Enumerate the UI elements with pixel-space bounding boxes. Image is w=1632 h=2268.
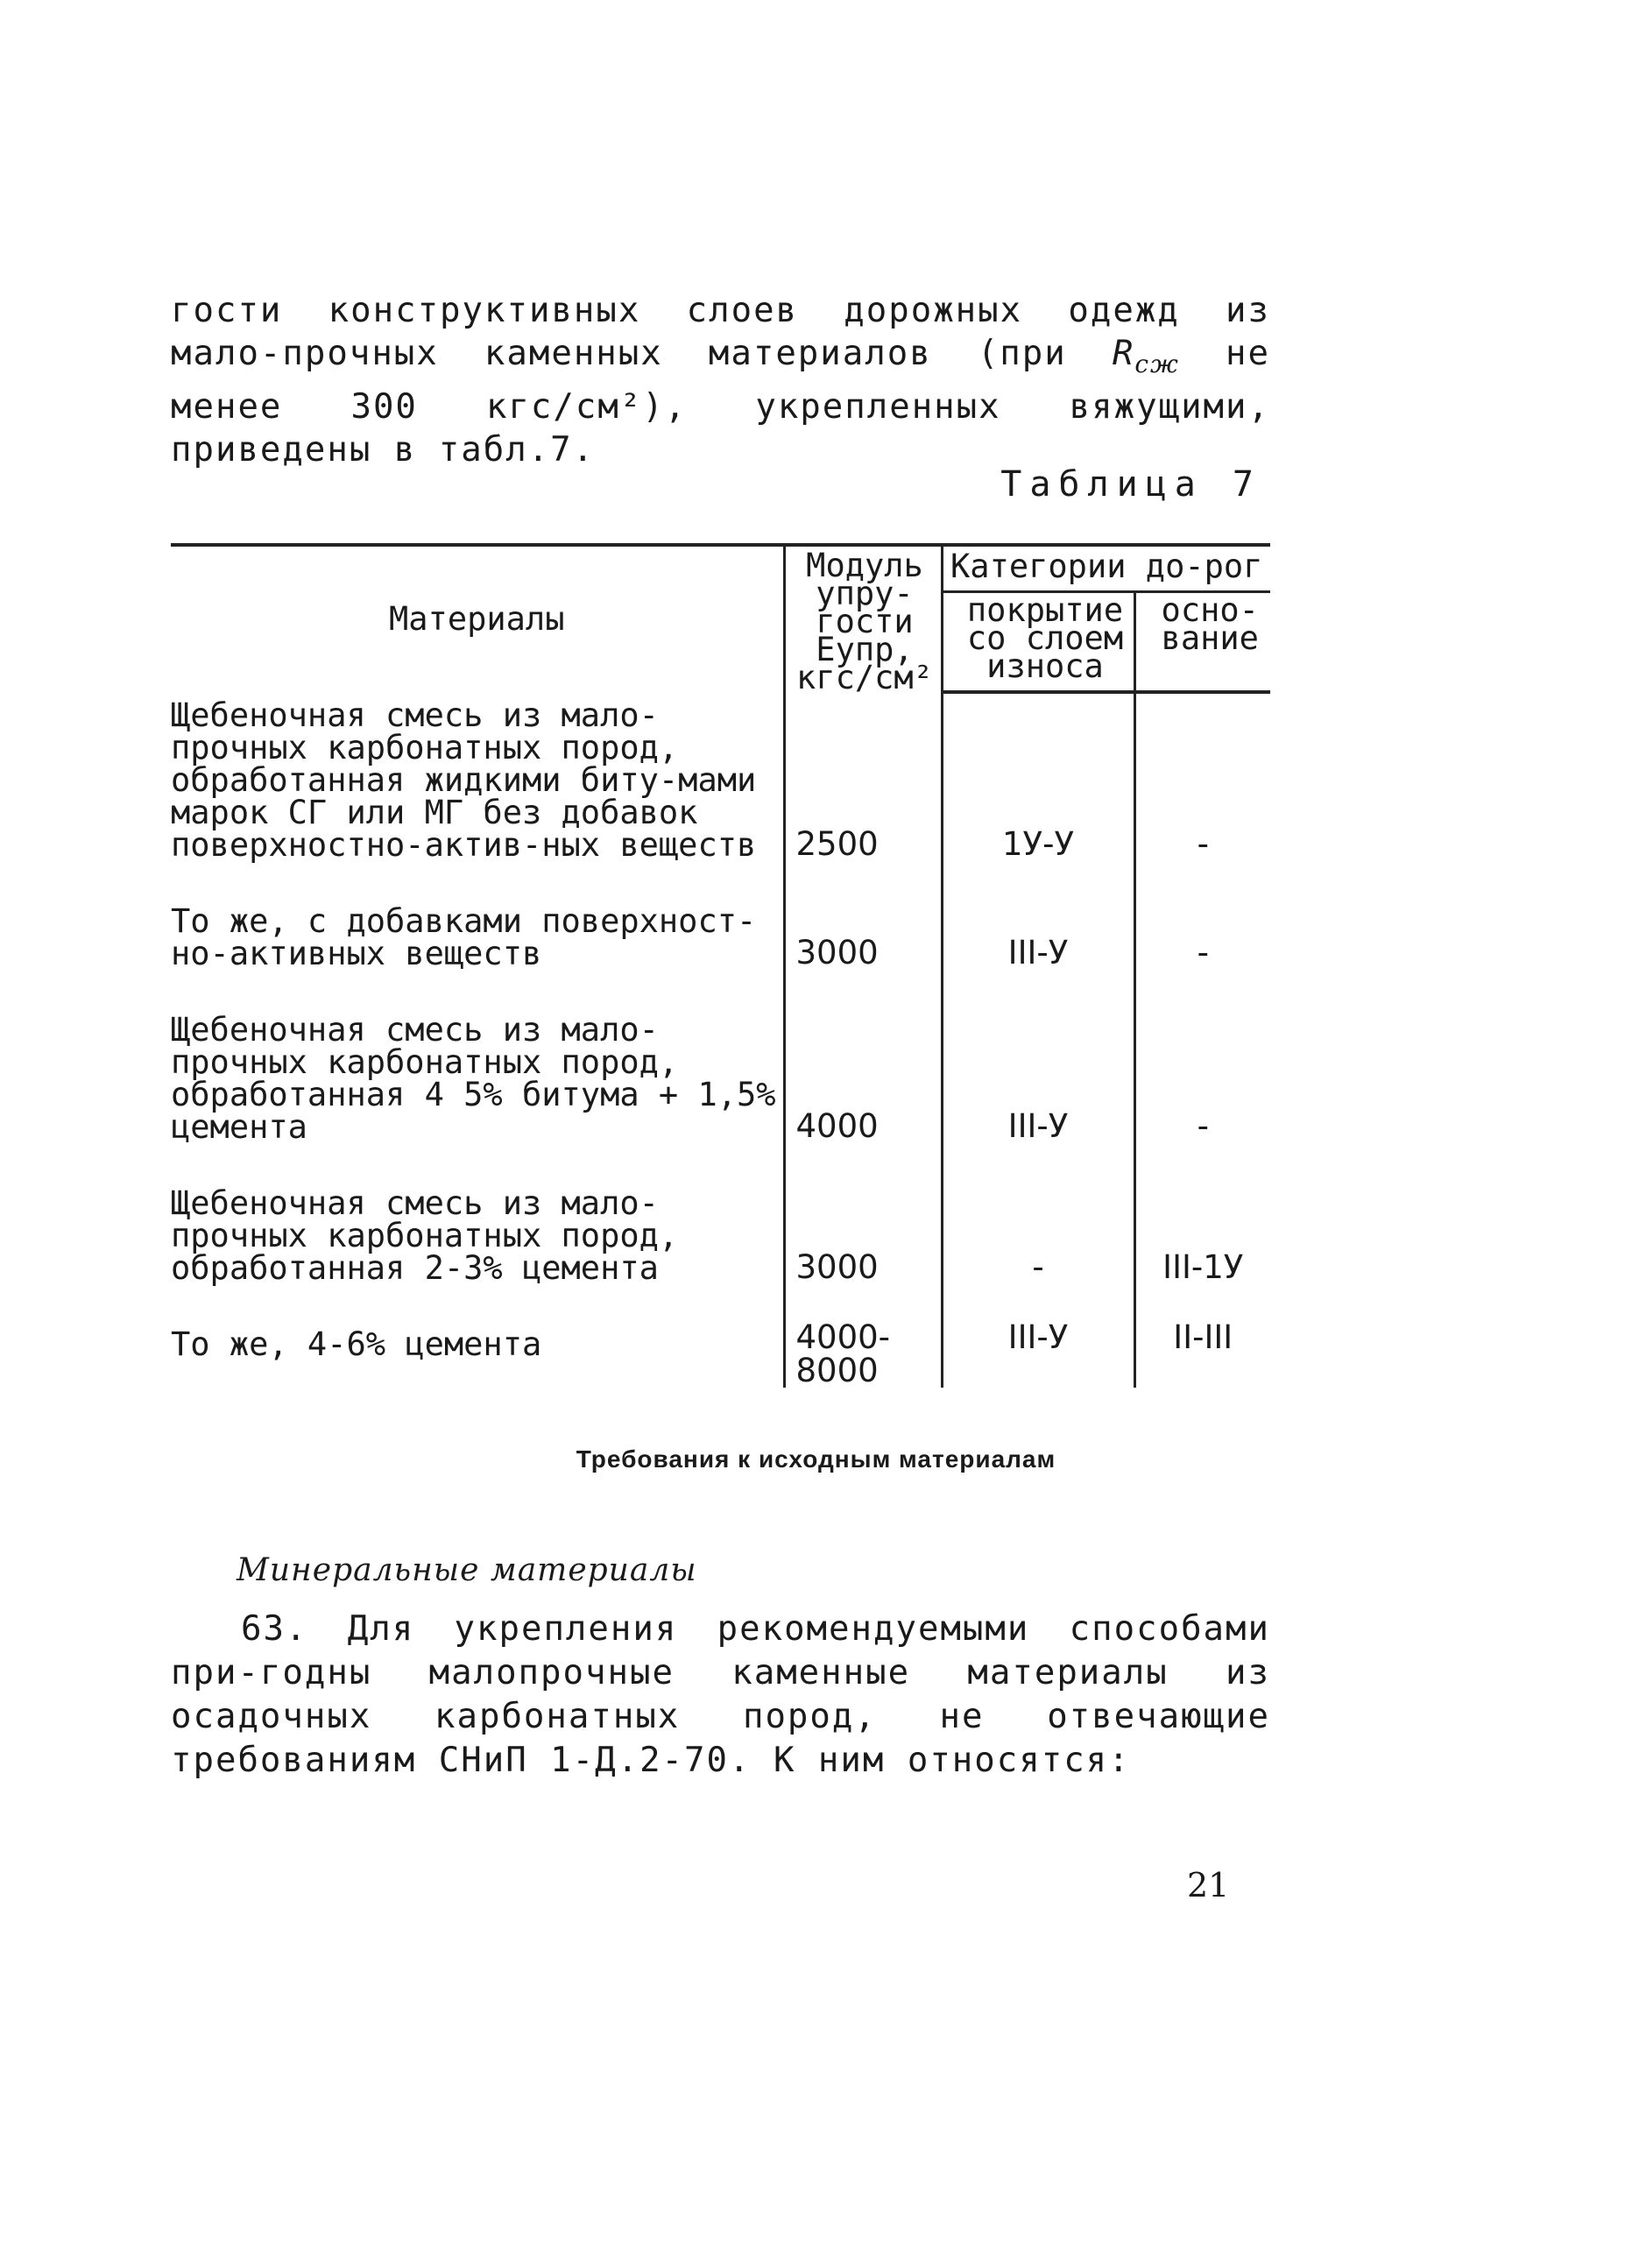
table-row: [171, 898, 1270, 970]
row-coating: III-У: [942, 898, 1134, 970]
header-modulus: Модуль упру-гости Eупр, кгс/см²: [784, 545, 942, 692]
header-base: осно-вание: [1134, 592, 1270, 692]
page-number: 21: [1187, 1866, 1230, 1904]
row-coating: III-У: [942, 1321, 1134, 1388]
row-modulus: 4000-8000: [784, 1321, 942, 1388]
materials-table: [171, 543, 1270, 1388]
row-modulus: 2500: [784, 692, 942, 861]
requirements-title: Требования к исходным материалам: [576, 1445, 1056, 1473]
row-modulus: 4000: [784, 1007, 942, 1143]
row-material: То же, 4-6% цемента: [171, 1325, 542, 1363]
paragraph-63: [171, 1607, 1270, 1783]
subheading: Минеральные материалы: [237, 1552, 697, 1588]
header-categories: Категории до-рог: [942, 545, 1270, 592]
row-material: То же, с добавками поверхност-но-активных веществ: [171, 902, 757, 972]
row-modulus: 3000: [784, 898, 942, 970]
row-material: Щебеночная смесь из мало-прочных карбонатных пород, обработанная 2-3% цемента: [171, 1184, 679, 1287]
table-caption: Таблица 7: [1000, 464, 1261, 505]
intro-text-end: не менее 300 кгс/см²), укрепленных вяжущими, приведены в табл.7.: [171, 334, 1270, 470]
row-material: Щебеночная смесь из мало-прочных карбонатных пород, обработанная 4 5% битума + 1,5% цемента: [171, 1011, 776, 1146]
row-base: -: [1134, 1007, 1270, 1143]
row-base: -: [1134, 898, 1270, 970]
strength-symbol: $R_{сж}$: [1112, 334, 1180, 378]
row-material: Щебеночная смесь из мало-прочных карбонатных пород, обработанная жидкими биту-мами марок СГ или МГ без добавок поверхностно-актив-ных веществ: [171, 696, 757, 864]
row-base: III-1У: [1134, 1180, 1270, 1284]
table-row: [171, 1180, 1270, 1284]
intro-text-start: гости конструктивных слоев дорожных одежд из мало-прочных каменных материалов (при: [171, 291, 1270, 373]
table-row: [171, 692, 1270, 861]
row-coating: -: [942, 1180, 1134, 1284]
header-materials: Материалы: [389, 600, 565, 638]
intro-paragraph: [171, 289, 1270, 471]
row-coating: 1У-У: [942, 692, 1134, 861]
row-base: -: [1134, 692, 1270, 861]
row-modulus: 3000: [784, 1180, 942, 1284]
table-row: [171, 1321, 1270, 1388]
table-row: [171, 1007, 1270, 1143]
header-coating: покрытие со слоем износа: [942, 592, 1134, 692]
paragraph-text: 63. Для укрепления рекомендуемыми способами при-годны малопрочные каменные материалы из осадочных карбонатных пород, не отвечающие требованиям СНиП 1-Д.2-70. К ним относятся:: [171, 1609, 1270, 1780]
row-base: II-III: [1134, 1321, 1270, 1388]
row-coating: III-У: [942, 1007, 1134, 1143]
